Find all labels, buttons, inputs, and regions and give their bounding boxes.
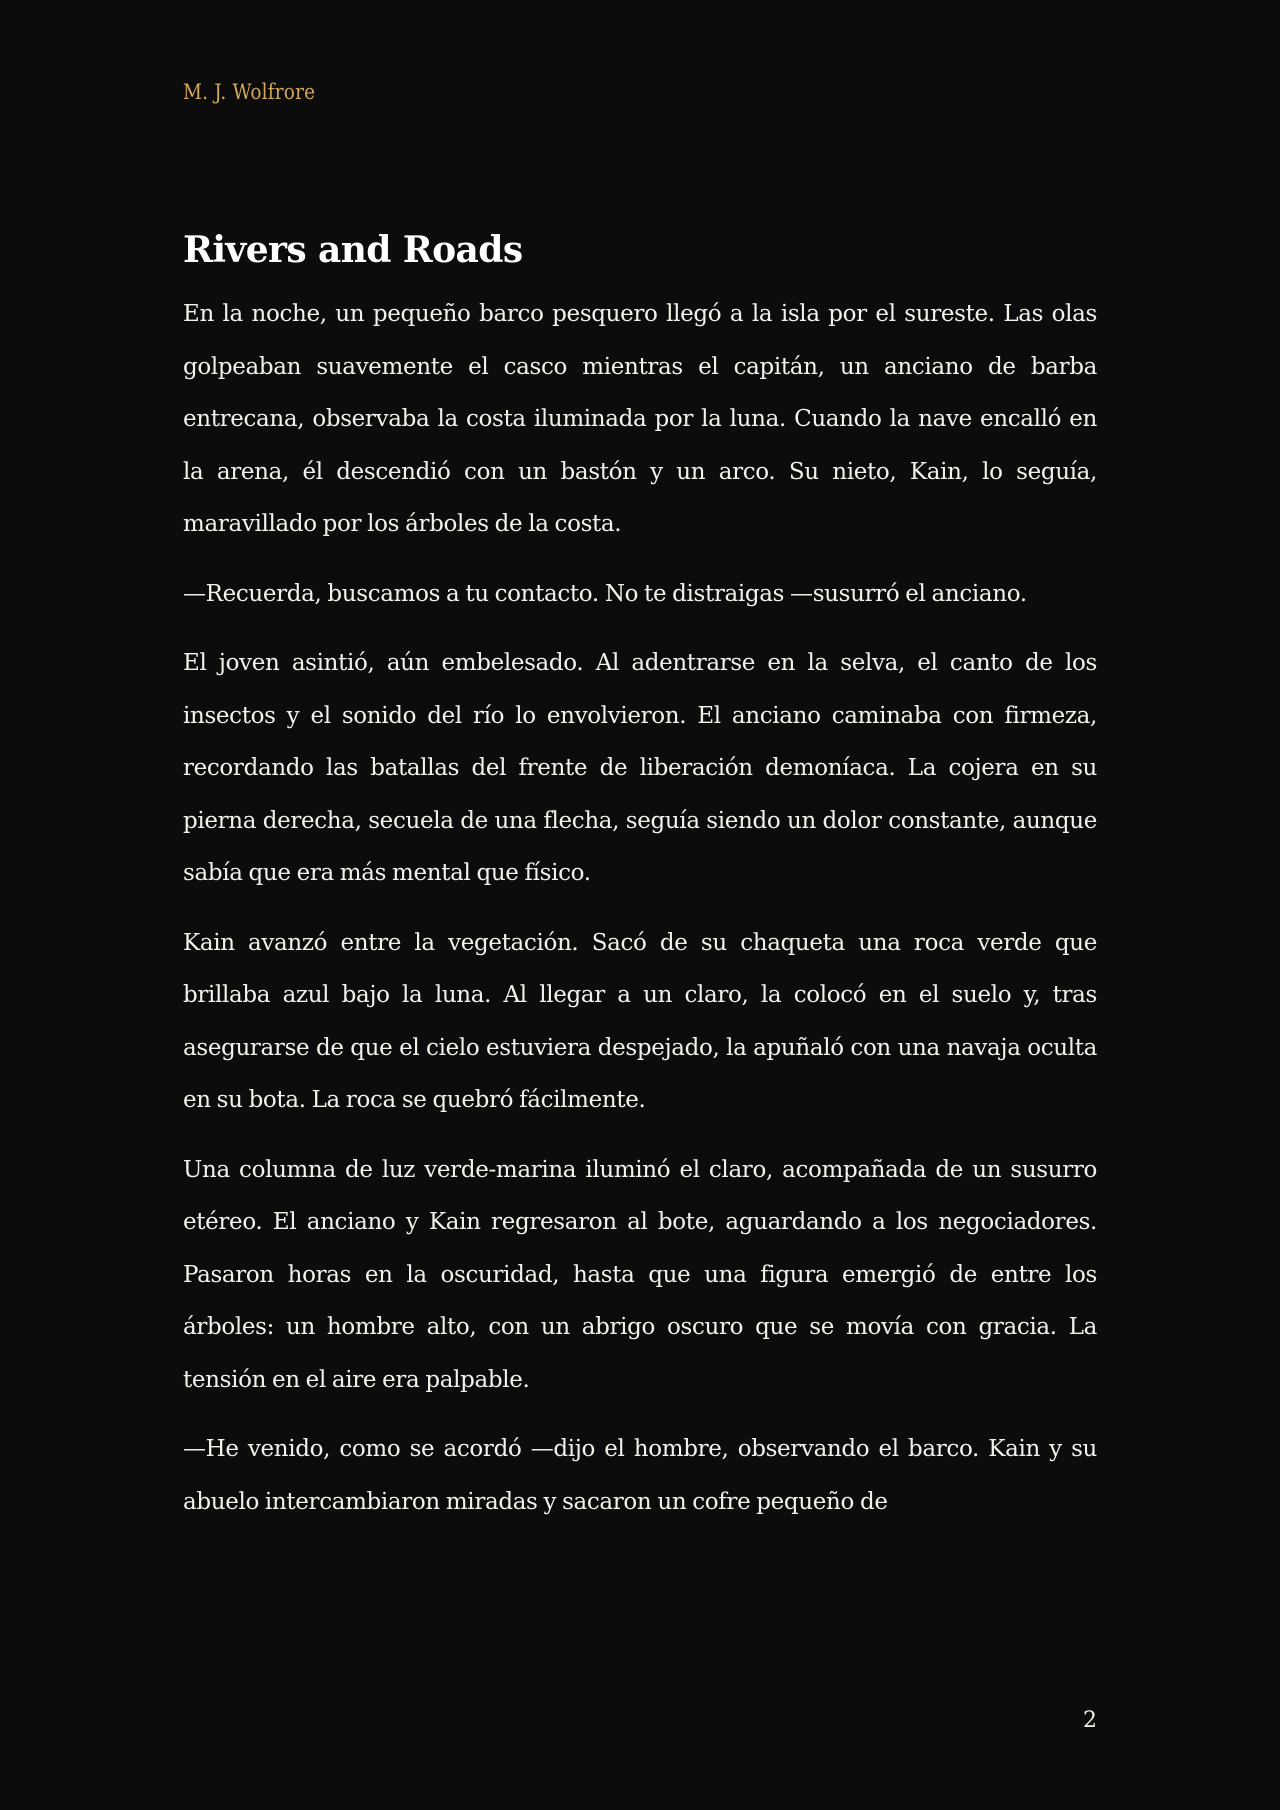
- paragraph: Kain avanzó entre la vegetación. Sacó de su chaqueta una roca verde que brillaba azul bajo la luna. Al llegar a un claro, la colocó en el suelo y, tras asegurarse de que el cielo estuviera despejado, la apuñaló con una navaja oculta en su bota. La roca se quebró fácilmente.: [183, 929, 1097, 1113]
- paragraph: En la noche, un pequeño barco pesquero llegó a la isla por el sureste. Las olas golpeaban suavemente el casco mientras el capitán, un anciano de barba entrecana, observaba la costa iluminada por la luna. Cuando la nave encalló en la arena, él descendió con un bastón y un arco. Su nieto, Kain, lo seguía, maravillado por los árboles de la costa.: [183, 301, 1097, 537]
- paragraph: El joven asintió, aún embelesado. Al adentrarse en la selva, el canto de los insectos y el sonido del río lo envolvieron. El anciano caminaba con firmeza, recordando las batallas del frente de liberación demoníaca. La cojera en su pierna derecha, secuela de una flecha, seguía siendo un dolor constante, aunque sabía que era más mental que físico.: [183, 650, 1097, 886]
- paragraph: —He venido, como se acordó —dijo el hombre, observando el barco. Kain y su abuelo intercambiaron miradas y sacaron un cofre pequeño de: [183, 1436, 1097, 1515]
- paragraph: Una columna de luz verde-marina iluminó el claro, acompañada de un susurro etéreo. El anciano y Kain regresaron al bote, aguardando a los negociadores. Pasaron horas en la oscuridad, hasta que una figura emergió de entre los árboles: un hombre alto, con un abrigo oscuro que se movía con gracia. La tensión en el aire era palpable.: [183, 1156, 1097, 1393]
- chapter-title: Rivers and Roads: [183, 229, 523, 271]
- page-number: 2: [1083, 1708, 1097, 1733]
- chapter-body: [183, 226, 1097, 1545]
- paragraph: —Recuerda, buscamos a tu contacto. No te distraigas —susurró el anciano.: [183, 580, 1027, 607]
- running-header-author: M. J. Wolfrore: [183, 80, 316, 104]
